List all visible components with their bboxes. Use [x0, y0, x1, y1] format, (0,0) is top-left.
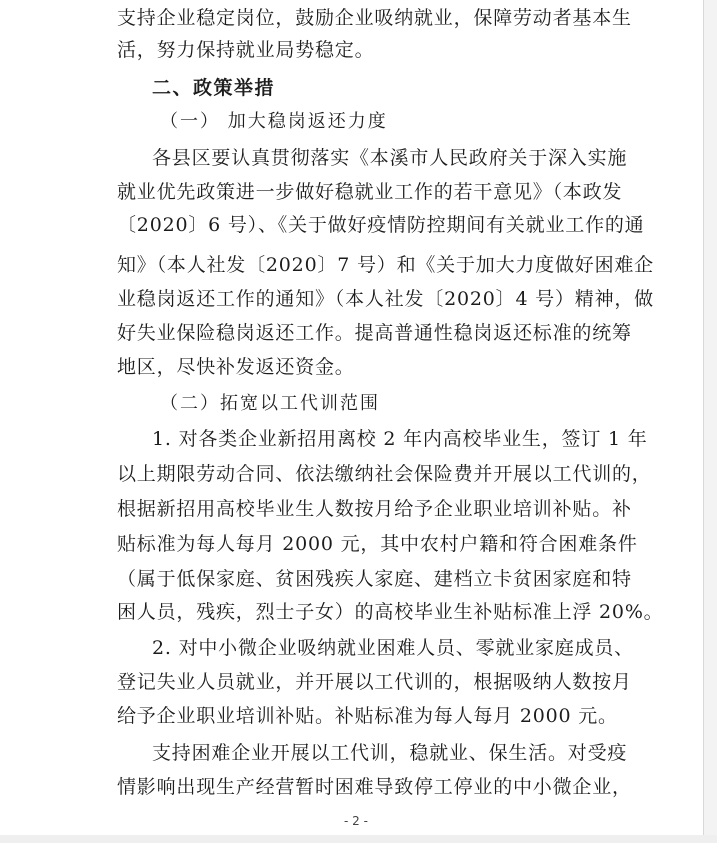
body-text-line: 情影响出现生产经营暂时困难导致停工停业的中小微企业，	[117, 776, 632, 798]
body-text-line: 2. 对中小微企业吸纳就业困难人员、零就业家庭成员、	[152, 637, 634, 659]
subsection-heading: （二）拓宽以工代训范围	[160, 393, 380, 414]
body-text-line: 给予企业职业培训补贴。补贴标准为每人每月 2000 元。	[117, 705, 618, 727]
body-text-line: （属于低保家庭、贫困残疾人家庭、建档立卡贫困家庭和特	[117, 568, 632, 590]
body-text-line: 支持困难企业开展以工代训，稳就业、保生活。对受疫	[152, 742, 628, 764]
body-text-line: 业稳岗返还工作的通知》（本人社发〔2020〕4 号）精神，做	[117, 288, 654, 310]
body-text-line: 以上期限劳动合同、依法缴纳社会保险费并开展以工代训的，	[117, 463, 652, 485]
page-number: - 2 -	[344, 814, 368, 828]
scan-page-edge	[703, 0, 717, 843]
body-text-line: 1. 对各类企业新招用离校 2 年内高校毕业生，签订 1 年	[152, 428, 648, 450]
body-text-line: 登记失业人员就业，并开展以工代训的，根据吸纳人数按月	[117, 671, 632, 693]
scan-bottom-strip	[0, 835, 717, 843]
body-text-line: 地区，尽快补发返还资金。	[117, 356, 355, 378]
body-text-line: 各县区要认真贯彻落实《本溪市人民政府关于深入实施	[152, 147, 628, 169]
body-text-line: 困人员，残疾，烈士子女）的高校毕业生补贴标准上浮 20%。	[117, 601, 664, 623]
body-text-line: 支持企业稳定岗位，鼓励企业吸纳就业，保障劳动者基本生	[117, 7, 632, 29]
body-text-line: 根据新招用高校毕业生人数按月给予企业职业培训补贴。补	[117, 498, 632, 520]
body-text-line: 〔2020〕6 号）、《关于做好疫情防控期间有关就业工作的通	[117, 214, 645, 236]
body-text-line: 就业优先政策进一步做好稳就业工作的若干意见》（本政发	[117, 181, 623, 203]
subsection-heading: （一） 加大稳岗返还力度	[160, 111, 388, 132]
body-text-line: 好失业保险稳岗返还工作。提高普通性稳岗返还标准的统筹	[117, 322, 632, 344]
body-text-line: 活，努力保持就业局势稳定。	[117, 39, 375, 61]
body-text-line: 贴标准为每人每月 2000 元，其中农村户籍和符合困难条件	[117, 533, 638, 555]
body-text-line: 知》（本人社发〔2020〕7 号）和《关于加大力度做好困难企	[117, 254, 654, 276]
section-heading: 二、政策举措	[152, 77, 276, 99]
